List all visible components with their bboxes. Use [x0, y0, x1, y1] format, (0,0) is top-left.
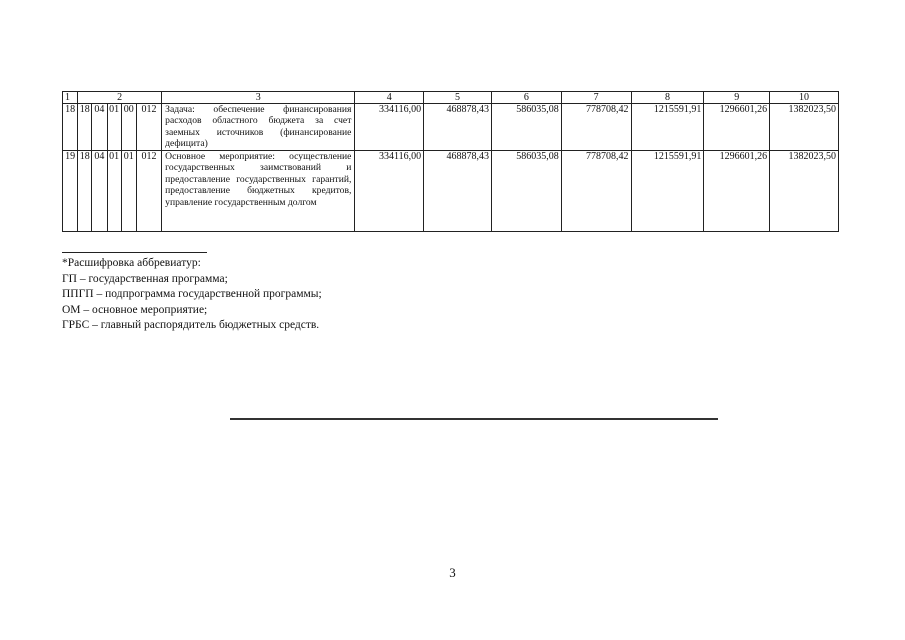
footnotes-title: *Расшифровка аббревиатур: — [62, 257, 201, 269]
table-row — [63, 151, 839, 232]
row-number: 19 — [63, 151, 78, 232]
activity-code: 01 — [107, 104, 121, 151]
header-cell: 5 — [424, 92, 492, 104]
footnote-item: ГП – государственная программа; — [62, 272, 228, 285]
header-cell: 4 — [355, 92, 424, 104]
program-code: 18 — [78, 104, 92, 151]
footnote-rule — [62, 252, 207, 253]
footnote-item: ППГП – подпрограмма государственной программы; — [62, 288, 322, 301]
footnote-item: ОМ – основное мероприятие; — [62, 303, 208, 316]
grbs-code: 012 — [136, 104, 161, 151]
event-code: 01 — [121, 151, 136, 232]
value-cell: 1215591,91 — [631, 104, 704, 151]
header-cell: 7 — [561, 92, 631, 104]
budget-table — [62, 91, 839, 232]
value-cell: 334116,00 — [355, 151, 424, 232]
footnote-item: ГРБС – главный распорядитель бюджетных средств. — [62, 319, 320, 332]
grbs-code: 012 — [136, 151, 161, 232]
subprogram-code: 04 — [92, 104, 107, 151]
header-cell: 3 — [162, 92, 355, 104]
header-cell: 9 — [704, 92, 770, 104]
event-code: 00 — [121, 104, 136, 151]
row-description: Основное мероприятие: осуществление государственных заимствований и предоставление государственных гарантий, предоставление бюджетных кредитов, управление государственным долгом — [162, 151, 355, 232]
value-cell: 778708,42 — [561, 151, 631, 232]
footnotes — [62, 256, 322, 334]
value-cell: 778708,42 — [561, 104, 631, 151]
subprogram-code: 04 — [92, 151, 107, 232]
value-cell: 1296601,26 — [704, 151, 770, 232]
page-number: 3 — [449, 565, 456, 580]
header-cell: 1 — [63, 92, 78, 104]
value-cell: 468878,43 — [424, 151, 492, 232]
header-cell: 8 — [631, 92, 704, 104]
value-cell: 586035,08 — [491, 104, 561, 151]
table-header-row — [63, 92, 839, 104]
table-row — [63, 104, 839, 151]
value-cell: 1296601,26 — [704, 104, 770, 151]
value-cell: 1382023,50 — [770, 151, 839, 232]
activity-code: 01 — [107, 151, 121, 232]
header-cell: 10 — [770, 92, 839, 104]
value-cell: 586035,08 — [491, 151, 561, 232]
program-code: 18 — [78, 151, 92, 232]
row-description: Задача: обеспечение финансирования расходов областного бюджета за счет заемных источников (финансирование дефицита) — [162, 104, 355, 151]
header-cell: 6 — [491, 92, 561, 104]
value-cell: 1215591,91 — [631, 151, 704, 232]
section-divider — [230, 418, 718, 420]
value-cell: 1382023,50 — [770, 104, 839, 151]
row-number: 18 — [63, 104, 78, 151]
value-cell: 334116,00 — [355, 104, 424, 151]
header-cell: 2 — [78, 92, 162, 104]
value-cell: 468878,43 — [424, 104, 492, 151]
